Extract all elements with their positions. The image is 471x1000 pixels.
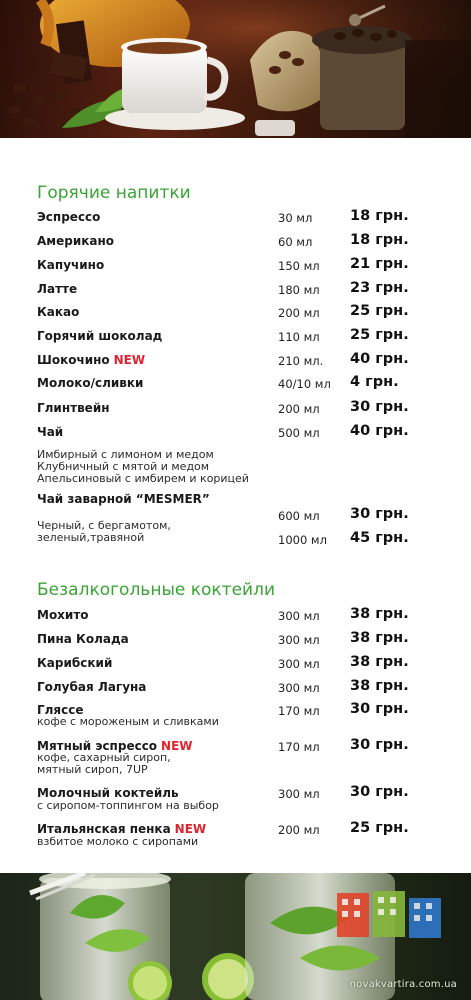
item-price: 30 грн. xyxy=(350,737,409,753)
menu-item xyxy=(0,258,471,280)
item-price: 45 грн. xyxy=(350,530,409,546)
menu-item xyxy=(0,656,471,678)
item-volume: 300 мл xyxy=(278,633,320,647)
item-price: 23 грн. xyxy=(350,280,409,296)
menu-item xyxy=(0,632,471,654)
item-name: Голубая Лагуна xyxy=(37,680,147,694)
item-name: Молоко/сливки xyxy=(37,376,144,390)
menu-item xyxy=(0,425,471,447)
item-description: Черный, с бергамотом, зеленый,травяной xyxy=(37,519,171,544)
item-price: 25 грн. xyxy=(350,303,409,319)
item-price: 40 грн. xyxy=(350,351,409,367)
item-name: Молочный коктейль xyxy=(37,786,179,800)
item-name: Чай xyxy=(37,425,64,439)
item-name: Карибский xyxy=(37,656,113,670)
item-volume: 170 мл xyxy=(278,704,320,718)
item-volume: 1000 мл xyxy=(278,533,327,547)
item-price: 18 грн. xyxy=(350,208,409,224)
item-price: 25 грн. xyxy=(350,820,409,836)
item-price: 38 грн. xyxy=(350,606,409,622)
item-volume: 210 мл. xyxy=(278,354,324,368)
item-volume: 300 мл xyxy=(278,609,320,623)
item-price: 38 грн. xyxy=(350,654,409,670)
item-volume: 300 мл xyxy=(278,681,320,695)
item-volume: 60 мл xyxy=(278,235,313,249)
new-badge: NEW xyxy=(174,822,207,836)
item-price: 4 грн. xyxy=(350,374,399,390)
menu-item-option xyxy=(0,508,471,530)
item-price: 25 грн. xyxy=(350,327,409,343)
item-name: Горячий шоколад xyxy=(37,329,163,343)
item-volume: 600 мл xyxy=(278,509,320,523)
item-price: 30 грн. xyxy=(350,506,409,522)
item-name: Латте xyxy=(37,282,78,296)
menu-item xyxy=(0,282,471,304)
item-name: Гляссе xyxy=(37,703,84,717)
item-description: кофе, сахарный сироп, мятный сироп, 7UP xyxy=(37,751,171,776)
item-volume: 150 мл xyxy=(278,259,320,273)
menu-item xyxy=(0,329,471,351)
item-name: Мохито xyxy=(37,608,89,622)
item-volume: 300 мл xyxy=(278,657,320,671)
section-title-soft-cocktails: Безалкогольные коктейли xyxy=(37,580,275,600)
item-name: Чай заварной “MESMER” xyxy=(37,492,210,506)
menu-item xyxy=(0,353,471,375)
footer-photo-mojito xyxy=(0,873,471,1000)
item-price: 38 грн. xyxy=(350,630,409,646)
menu-item xyxy=(0,680,471,702)
item-volume: 200 мл xyxy=(278,306,320,320)
item-volume: 200 мл xyxy=(278,402,320,416)
item-price: 38 грн. xyxy=(350,678,409,694)
item-price: 21 грн. xyxy=(350,256,409,272)
menu-item xyxy=(0,305,471,327)
item-price: 18 грн. xyxy=(350,232,409,248)
item-name-text: Мятный эспрессо xyxy=(37,739,158,753)
item-description: Имбирный с лимоном и медом Клубничный с мятой и медом Апельсиновый с имбирем и корицей xyxy=(37,448,249,485)
item-description: с сиропом-топпингом на выбор xyxy=(37,799,219,812)
item-price: 30 грн. xyxy=(350,701,409,717)
item-volume: 170 мл xyxy=(278,740,320,754)
item-volume: 500 мл xyxy=(278,426,320,440)
section-title-hot-drinks: Горячие напитки xyxy=(37,183,191,203)
item-description: взбитое молоко с сиропами xyxy=(37,835,199,848)
item-volume: 180 мл xyxy=(278,283,320,297)
header-photo-coffee xyxy=(0,0,471,138)
item-price: 30 грн. xyxy=(350,784,409,800)
item-name: Пина Колада xyxy=(37,632,129,646)
item-name-text: Итальянская пенка xyxy=(37,822,171,836)
item-volume: 110 мл xyxy=(278,330,320,344)
menu-item xyxy=(0,210,471,232)
item-name: Глинтвейн xyxy=(37,401,110,415)
item-description: кофе с мороженым и сливками xyxy=(37,715,219,728)
menu-item xyxy=(0,376,471,398)
item-name xyxy=(37,822,206,836)
item-name: Капучино xyxy=(37,258,105,272)
new-badge: NEW xyxy=(161,739,193,753)
menu-item-option xyxy=(0,532,471,554)
menu-item xyxy=(0,608,471,630)
item-name xyxy=(37,353,145,367)
item-price: 30 грн. xyxy=(350,399,409,415)
new-badge: NEW xyxy=(113,353,146,367)
item-name: Какао xyxy=(37,305,80,319)
item-volume: 40/10 мл xyxy=(278,377,331,391)
item-name: Американо xyxy=(37,234,115,248)
menu-item xyxy=(0,234,471,256)
item-volume: 200 мл xyxy=(278,823,320,837)
item-name: Эспрессо xyxy=(37,210,101,224)
item-volume: 300 мл xyxy=(278,787,320,801)
item-price: 40 грн. xyxy=(350,423,409,439)
item-name-text: Шокочино xyxy=(37,353,110,367)
watermark-text: novakvartira.com.ua xyxy=(349,979,457,990)
item-volume: 30 мл xyxy=(278,211,313,225)
menu-item xyxy=(0,401,471,423)
